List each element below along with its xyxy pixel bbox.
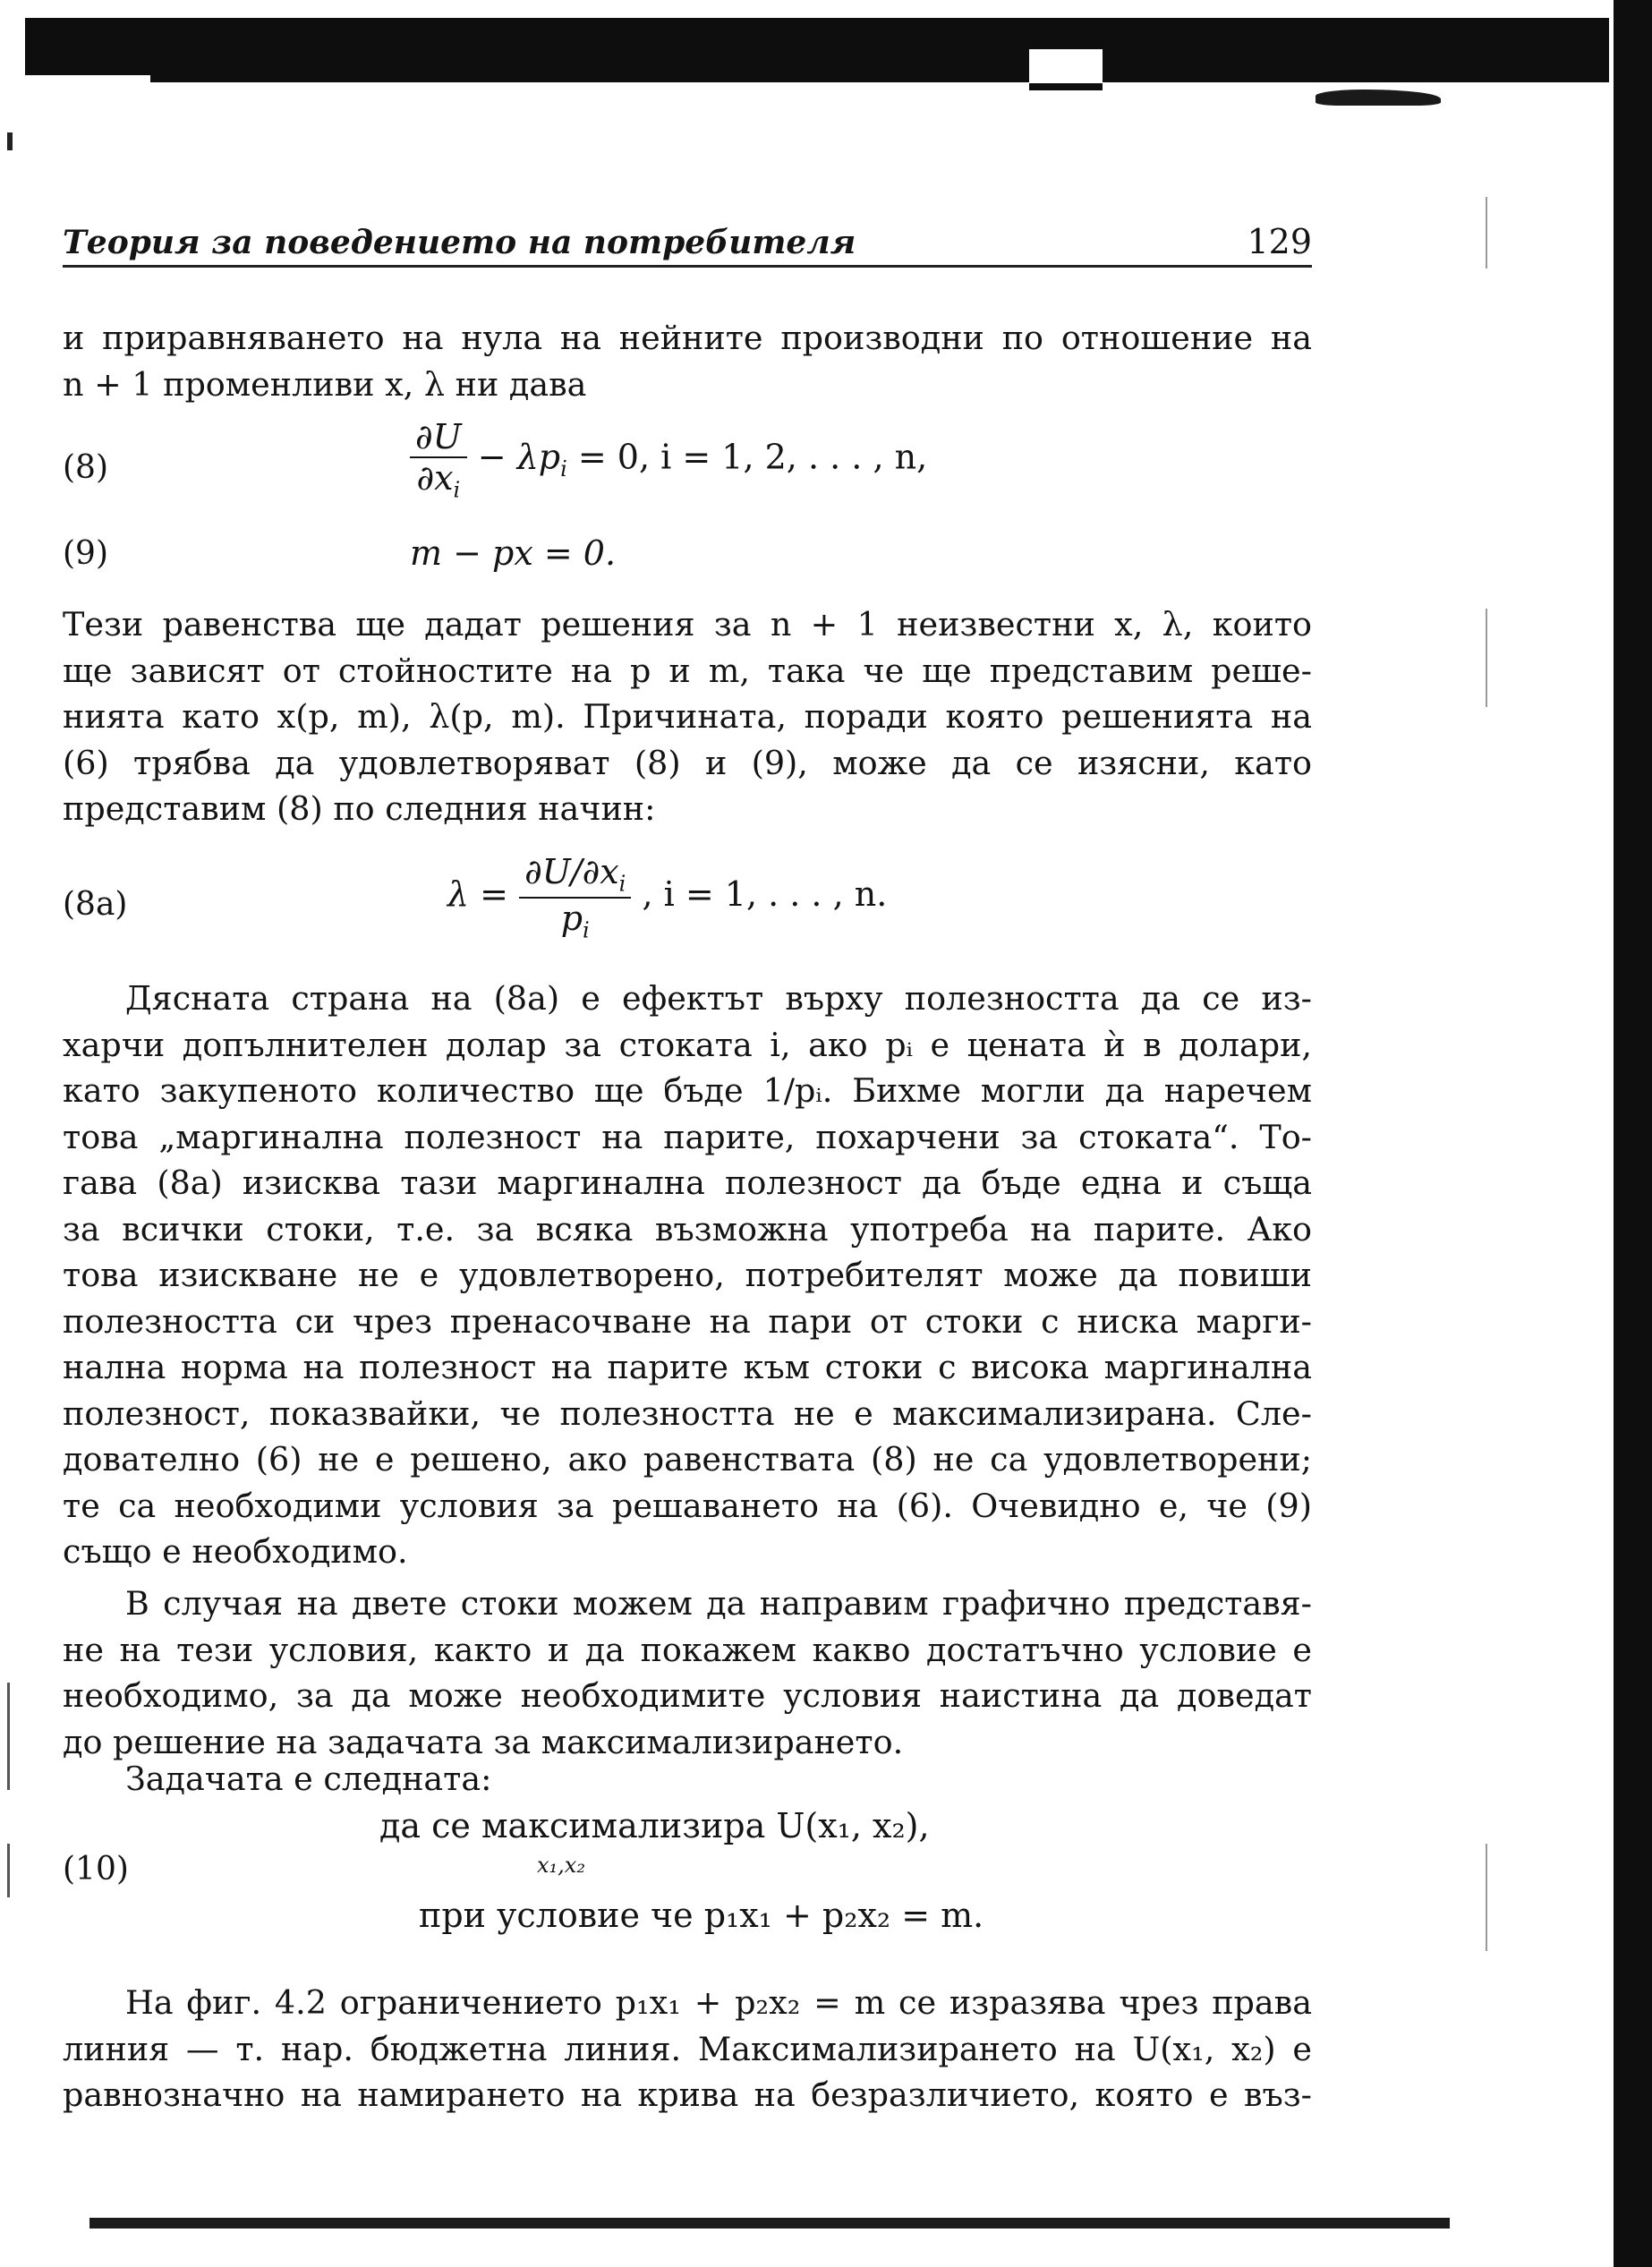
equation-number-8: (8) [63, 449, 108, 486]
denominator-base: ∂x [416, 458, 454, 498]
running-head [63, 218, 1312, 268]
equation-8a-fraction [519, 852, 631, 942]
scan-dash-left [7, 1844, 10, 1897]
text-line: харчи допълнителен долар за стоката i, ако pᵢ е цената ѝ в долари, [63, 1025, 1312, 1064]
equation-number-10: (10) [63, 1851, 129, 1888]
text-line: полезността си чрез пренасочване на пари от стоки с ниска марги- [63, 1301, 1312, 1341]
paragraph-intro [63, 315, 1312, 407]
text-line: В случая на двете стоки можем да направим графично представя- [125, 1584, 1312, 1623]
paragraph-task [63, 1756, 1312, 1803]
text-line: това „маргинална полезност на парите, похарчени за стоката“. То- [63, 1117, 1312, 1156]
denominator-subscript: i [583, 917, 590, 943]
text-line: и приравняването на нула на нейните производни по отношение на [63, 319, 1312, 357]
text-line: Тези равенства ще дадат решения за n + 1 неизвестни x, λ, които [63, 605, 1312, 643]
text-line: нална норма на полезност на парите към стоки с висока маргинална [63, 1348, 1312, 1386]
text-line: те са необходими условия за решаването на (6). Очевидно е, че (9) [63, 1486, 1312, 1525]
text-line: дователно (6) не е решено, ако равенствата (8) не са удовлетворени; [63, 1440, 1312, 1479]
text-line: също е необходимо. [63, 1532, 408, 1571]
fraction-numerator [519, 852, 631, 899]
equation-8-term-subscript: i [560, 456, 567, 482]
scan-smudge [1316, 89, 1441, 106]
numerator-subscript: i [618, 871, 626, 897]
text-line: Задачата е следната: [125, 1760, 492, 1798]
text-line: равнозначно на намирането на крива на безразличието, която е въз- [63, 2075, 1312, 2114]
scan-border-top [25, 18, 1609, 82]
equation-8a-lhs: λ = [447, 874, 509, 915]
text-line: n + 1 променливи x, λ ни дава [63, 364, 587, 404]
text-line: На фиг. 4.2 ограничението p₁x₁ + p₂x₂ = m се изразява чрез права [125, 1983, 1312, 2022]
paragraph-two-goods [63, 1581, 1312, 1765]
fraction-denominator [410, 458, 467, 503]
equation-8a [447, 852, 887, 942]
scan-border-right [1614, 0, 1652, 2267]
paragraph-solutions [63, 601, 1312, 832]
equation-10-line-1: да се максимализира U(x₁, x₂), [379, 1806, 930, 1845]
denominator-subscript: i [453, 477, 461, 503]
equation-8a-tail: , i = 1, . . . , n. [642, 874, 888, 915]
equation-8-fraction [410, 417, 467, 503]
equation-number-8a: (8a) [63, 886, 128, 923]
text-line: до решение на задачата за максимализирането. [63, 1722, 904, 1761]
equation-number-9: (9) [63, 535, 108, 572]
scan-dash-right [1486, 609, 1487, 707]
equation-10-line-2: при условие че p₁x₁ + p₂x₂ = m. [419, 1896, 984, 1935]
text-line: Дясната страна на (8a) е ефектът върху полезността да се из- [125, 979, 1312, 1018]
text-line: гава (8a) изисква тази маргинална полезност да бъде една и съща [63, 1163, 1312, 1202]
scan-dash-right [1486, 1844, 1487, 1951]
running-title: Теория за поведението на потребителя [63, 224, 856, 261]
equation-9: m − px = 0. [410, 533, 617, 573]
text-line: представим (8) по следния начин: [63, 789, 656, 828]
text-line: линия — т. нар. бюджетна линия. Максимализирането на U(x₁, x₂) е [63, 2029, 1312, 2068]
scan-dash-right [1486, 197, 1487, 268]
fraction-denominator [519, 899, 631, 943]
text-line: това изискване не е удовлетворено, потребителят може да повиши [63, 1256, 1312, 1294]
text-line: не на тези условия, както и да покажем какво достатъчно условие е [63, 1630, 1312, 1669]
scan-mark-left [7, 132, 13, 150]
equation-8-term: − λp [477, 437, 561, 477]
numerator-base: ∂U/∂x [524, 852, 619, 891]
scan-border-bottom [89, 2218, 1450, 2229]
equation-8 [410, 417, 927, 503]
text-line: като закупеното количество ще бъде 1/pᵢ. Бихме могли да наречем [63, 1071, 1312, 1110]
text-line: нията като x(p, m), λ(p, m). Причината, поради която решенията на [63, 697, 1312, 736]
equation-8-tail: = 0, i = 1, 2, . . . , n, [577, 437, 928, 477]
text-line: полезност, показвайки, че полезността не е максимализирана. Сле- [63, 1393, 1312, 1433]
scan-border-notch [25, 75, 150, 102]
scan-dash-left [7, 1683, 10, 1790]
text-line: за всички стоки, т.е. за всяка възможна употреба на парите. Ако [63, 1209, 1312, 1249]
text-line: необходимо, за да може необходимите условия наистина да доведат [63, 1676, 1312, 1715]
text-line: ще зависят от стойностите на p и m, така че ще представим реше- [63, 651, 1312, 690]
equation-10-subscript: x₁,x₂ [537, 1853, 585, 1878]
page-number: 129 [1247, 222, 1312, 261]
text-line: (6) трябва да удовлетворяват (8) и (9), може да се изясни, като [63, 743, 1312, 782]
denominator-base: p [560, 898, 583, 938]
scan-border-gap [1029, 49, 1103, 90]
paragraph-budget-line [63, 1980, 1312, 2118]
fraction-numerator: ∂U [410, 417, 467, 458]
paragraph-marginal-utility [63, 976, 1312, 1575]
